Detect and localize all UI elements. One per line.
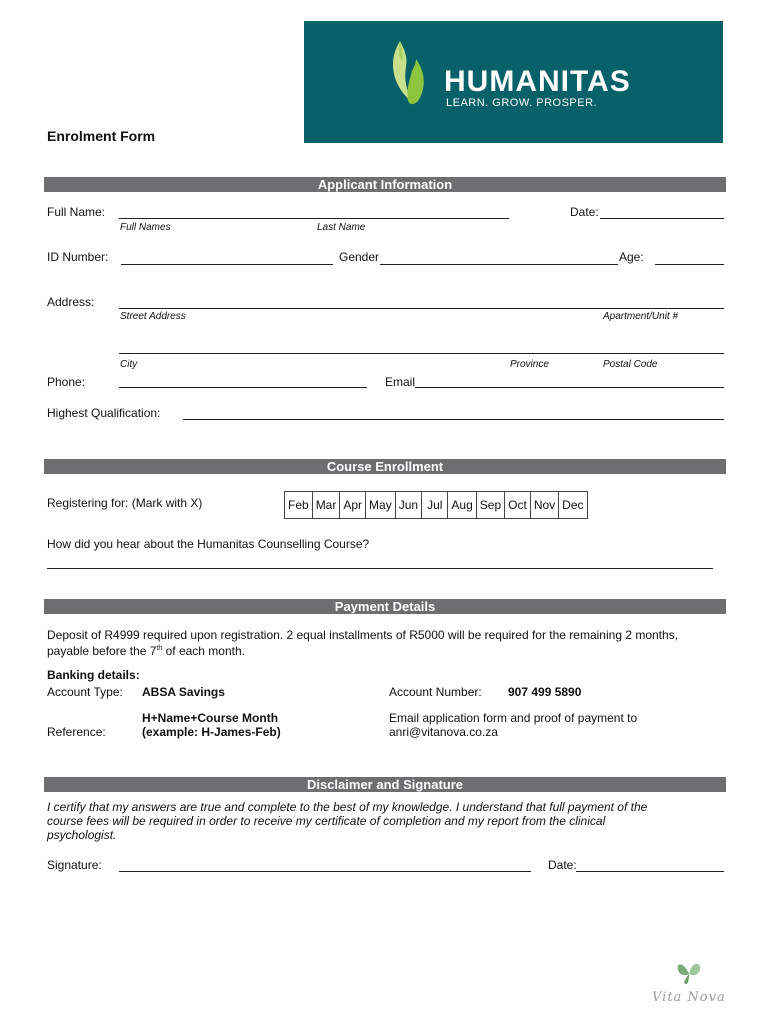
- email-note-line-1: Email application form and proof of payment to: [389, 711, 638, 725]
- month-dec[interactable]: Dec: [562, 498, 584, 512]
- street-address-field[interactable]: [119, 308, 724, 309]
- registering-label: Registering for: (Mark with X): [47, 496, 203, 510]
- account-number-label: Account Number:: [389, 685, 482, 699]
- leaf-flame-icon: [388, 39, 428, 107]
- month-oct[interactable]: Oct: [505, 492, 531, 518]
- deposit-ordinal-suffix: th: [156, 645, 163, 652]
- hear-about-field[interactable]: [47, 568, 713, 569]
- date-field[interactable]: [600, 218, 724, 219]
- month-aug[interactable]: Aug: [448, 492, 476, 518]
- email-application-note: [389, 711, 637, 739]
- hear-about-question: How did you hear about the Humanitas Counselling Course?: [47, 537, 370, 551]
- account-number-value: 907 499 5890: [508, 685, 582, 699]
- month-nov[interactable]: Nov: [531, 492, 559, 518]
- deposit-line-2-start: payable before the 7: [47, 644, 157, 658]
- disclaimer-line-1: I certify that my answers are true and complete to the best of my knowledge. I understand that full payment of the: [47, 800, 648, 814]
- month-jul[interactable]: Jul: [422, 492, 448, 518]
- address-label: Address:: [47, 295, 95, 309]
- banking-details-label: Banking details:: [47, 668, 140, 682]
- city-hint: City: [120, 359, 138, 370]
- vita-nova-logo-text: Vita Nova: [652, 990, 726, 1005]
- form-title: Enrolment Form: [47, 128, 156, 144]
- id-number-label: ID Number:: [47, 250, 109, 264]
- signature-field[interactable]: [119, 871, 531, 872]
- month-jun[interactable]: Jun: [396, 492, 422, 518]
- disclaimer-line-3: psychologist.: [47, 828, 117, 842]
- age-label: Age:: [619, 250, 644, 264]
- city-province-field[interactable]: [119, 353, 724, 354]
- reference-value-line-1: H+Name+Course Month: [142, 711, 279, 725]
- reference-value: [142, 711, 281, 739]
- payment-section-header: Payment Details: [44, 599, 726, 614]
- month-selector: [284, 491, 588, 519]
- disclaimer-line-2: course fees will be required in order to receive my certificate of completion and my report from the clinical: [47, 814, 606, 828]
- deposit-line-2: [47, 642, 678, 658]
- signature-date-field[interactable]: [576, 871, 724, 872]
- qualification-label: Highest Qualification:: [47, 406, 161, 420]
- qualification-field[interactable]: [183, 419, 724, 420]
- id-number-field[interactable]: [121, 264, 333, 265]
- month-sep[interactable]: Sep: [477, 492, 505, 518]
- gender-field[interactable]: [380, 264, 618, 265]
- street-address-hint: Street Address: [120, 311, 186, 322]
- full-name-label: Full Name:: [47, 205, 106, 219]
- deposit-text: [47, 628, 678, 658]
- logo-tagline: LEARN. GROW. PROSPER.: [446, 97, 598, 109]
- signature-label: Signature:: [47, 858, 102, 872]
- logo-brand-text: HUMANITAS: [444, 65, 631, 98]
- deposit-line-2-end: of each month.: [162, 644, 245, 658]
- full-name-field[interactable]: [119, 218, 509, 219]
- date-label: Date:: [570, 205, 599, 219]
- email-note-line-2: anri@vitanova.co.za: [389, 725, 498, 739]
- gender-label: Gender: [339, 250, 380, 264]
- month-mar[interactable]: Mar: [313, 492, 341, 518]
- phone-label: Phone:: [47, 375, 86, 389]
- reference-value-line-2: (example: H-James-Feb): [142, 725, 281, 739]
- disclaimer-text: [47, 800, 647, 842]
- humanitas-logo-banner: [304, 21, 723, 143]
- deposit-line-1: Deposit of R4999 required upon registration. 2 equal installments of R5000 will be required for the remaining 2 months,: [47, 628, 679, 642]
- apartment-hint: Apartment/Unit #: [603, 311, 679, 322]
- email-label: Email: [385, 375, 416, 389]
- account-type-value: ABSA Savings: [142, 685, 225, 699]
- last-name-hint: Last Name: [317, 222, 366, 233]
- month-apr[interactable]: Apr: [340, 492, 366, 518]
- age-field[interactable]: [655, 264, 724, 265]
- applicant-section-header: Applicant Information: [44, 177, 726, 192]
- month-may[interactable]: May: [366, 492, 396, 518]
- phone-field[interactable]: [119, 387, 367, 388]
- reference-label: Reference:: [47, 725, 106, 739]
- butterfly-icon: [674, 960, 704, 986]
- disclaimer-section-header: Disclaimer and Signature: [44, 777, 726, 792]
- course-section-header: Course Enrollment: [44, 459, 726, 474]
- province-hint: Province: [510, 359, 549, 370]
- account-type-label: Account Type:: [47, 685, 123, 699]
- postal-code-hint: Postal Code: [603, 359, 658, 370]
- full-names-hint: Full Names: [120, 222, 171, 233]
- signature-date-label: Date:: [548, 858, 577, 872]
- email-field[interactable]: [415, 387, 724, 388]
- month-feb[interactable]: Feb: [285, 492, 313, 518]
